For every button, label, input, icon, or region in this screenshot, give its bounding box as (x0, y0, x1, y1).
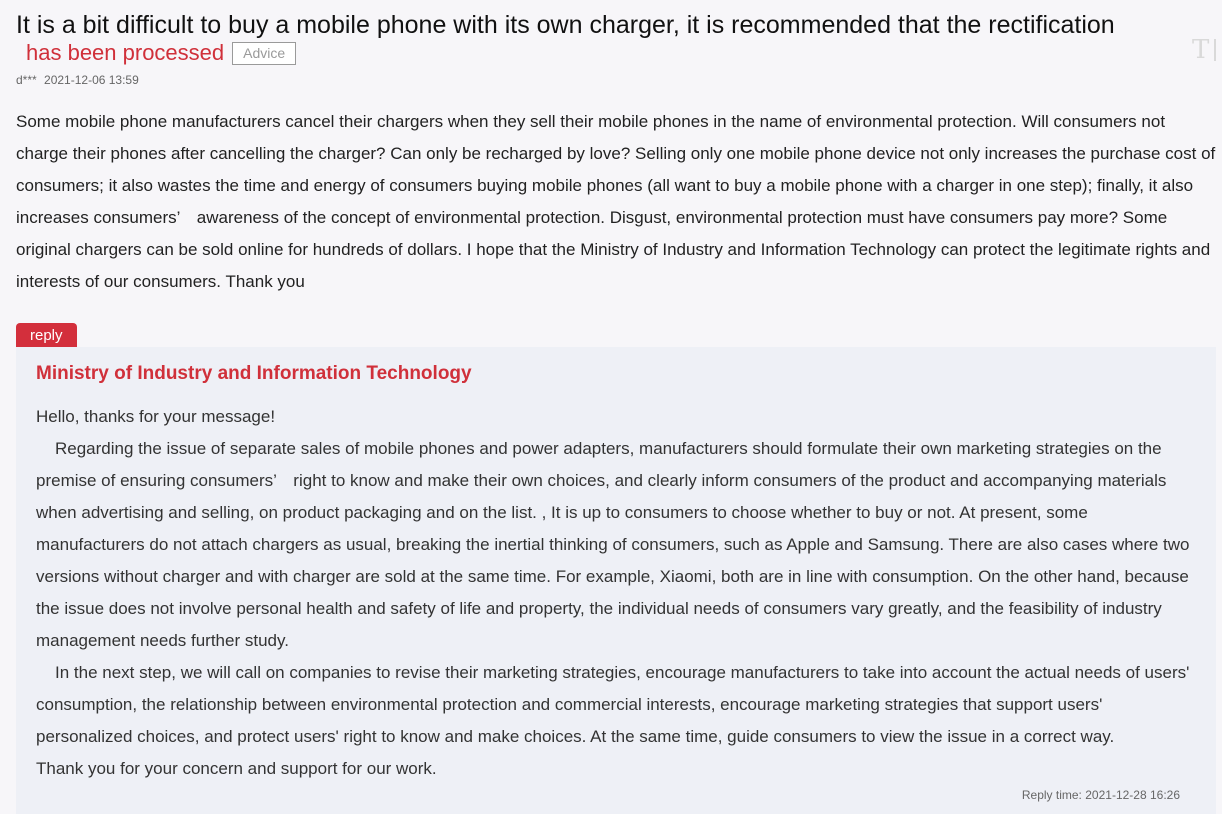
reply-time-label: Reply time: (1021, 788, 1082, 802)
post-date: 2021-12-06 13:59 (44, 73, 139, 87)
reply-closing: Thank you for your concern and support for our work. (36, 759, 437, 778)
post-meta (16, 72, 1222, 88)
reply-body (36, 401, 1196, 785)
title-block (16, 0, 1210, 67)
reply-organization: Ministry of Industry and Information Technology (36, 363, 472, 384)
page-title: It is a bit difficult to buy a mobile phone with its own charger, it is recommended that the rectification (16, 11, 1115, 39)
font-size-icon[interactable] (1192, 37, 1222, 63)
font-size-icon-bar (1214, 39, 1216, 61)
reply-paragraph-1: Regarding the issue of separate sales of mobile phones and power adapters, manufacturers should formulate their own marketing strategies on the premise of ensuring consumers’ right to know and make their own choices, and clearly inform consumers of the product and accompanying materials when advertising and selling, on product packaging and on the list. , It is up to consumers to choose whether to buy or not. At present, some manufacturers do not attach chargers as usual, breaking the inertial thinking of consumers, such as Apple and Samsung. There are also cases where two versions without charger and with charger are sold at the same time. For example, Xiaomi, both are in line with consumption. On the other hand, because the issue does not involve personal health and safety of life and property, the individual needs of consumers vary greatly, and the feasibility of industry management needs further study. (36, 439, 1190, 650)
category-tag: Advice (232, 42, 296, 65)
title-status-row (16, 39, 1206, 67)
reply-box (16, 347, 1216, 814)
reply-tab[interactable]: reply (16, 323, 77, 349)
author-name: d*** (16, 73, 37, 87)
reply-paragraph-2: In the next step, we will call on companies to revise their marketing strategies, encourage manufacturers to take into account the actual needs of users' consumption, the relationship between environmental protection and commercial interests, encourage marketing strategies that support users' personalized choices, and protect users' right to know and make choices. At the same time, guide consumers to view the issue in a correct way. (36, 663, 1190, 746)
reply-time-value: 2021-12-28 16:26 (1085, 788, 1180, 802)
font-size-icon-glyph: T (1192, 35, 1210, 65)
question-text: Some mobile phone manufacturers cancel their chargers when they sell their mobile phones in the name of environmental protection. Will consumers not charge their phones after cancelling the charger? Can only be recharged by love? Selling only one mobile phone device not only increases the purchase cost of consumers; it also wastes the time and energy of consumers buying mobile phones (all want to buy a mobile phone with a charger in one step); finally, it also increases consumers’ awareness of the concept of environmental protection. Disgust, environmental protection must have consumers pay more? Some original chargers can be sold online for hundreds of dollars. I hope that the Ministry of Industry and Information Technology can protect the legitimate rights and interests of our consumers. Thank you (16, 112, 1216, 291)
status-text: has been processed (26, 40, 225, 65)
reply-time (1022, 788, 1180, 802)
reply-greeting: Hello, thanks for your message! (36, 407, 276, 426)
